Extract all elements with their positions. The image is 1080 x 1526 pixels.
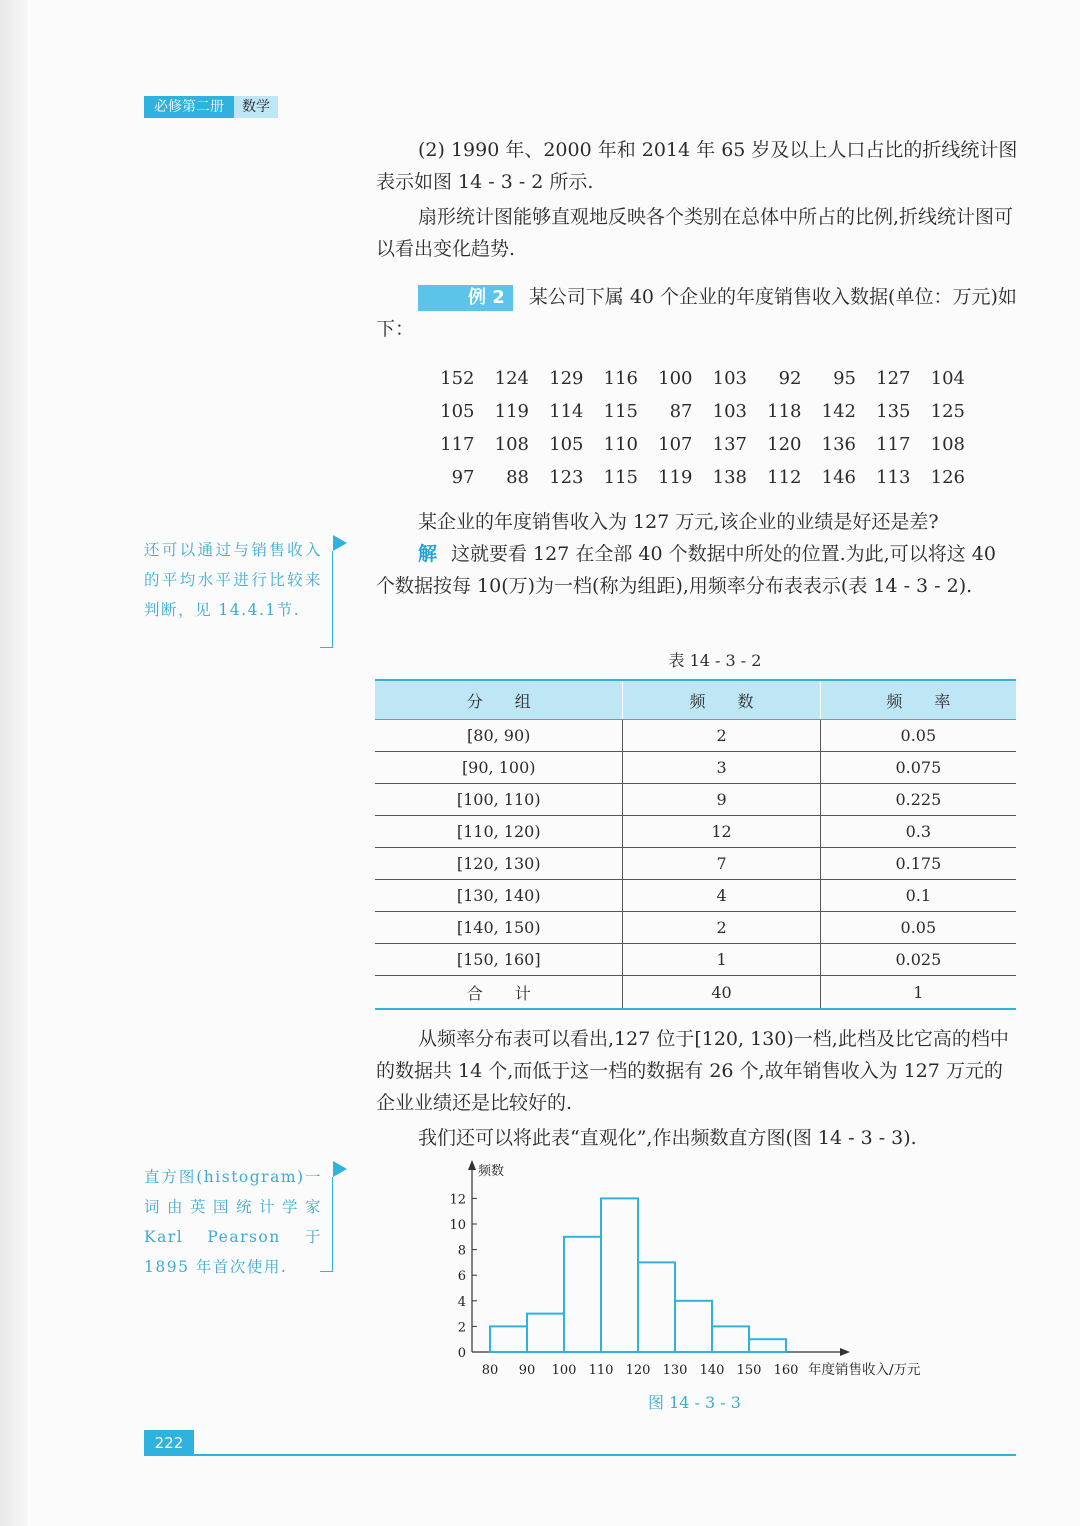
table-cell: 0.075 [820, 752, 1016, 784]
frequency-histogram [420, 1158, 960, 1388]
data-grid-cell: 107 [658, 434, 693, 455]
table-row [375, 752, 1016, 784]
note-arrow-icon [333, 535, 347, 551]
data-grid-cell: 119 [494, 401, 529, 422]
data-grid-cell: 126 [930, 467, 965, 488]
figure-caption: 图 14 - 3 - 3 [648, 1393, 741, 1412]
solution-paragraph [376, 538, 1018, 602]
data-grid-cell: 120 [767, 434, 802, 455]
data-grid-cell: 117 [876, 434, 911, 455]
data-grid-cell: 105 [549, 434, 584, 455]
y-tick-label: 10 [449, 1218, 466, 1233]
x-axis-arrow-icon [840, 1348, 850, 1356]
histogram-bar [601, 1198, 638, 1352]
x-tick-label: 100 [551, 1363, 577, 1378]
data-grid-cell: 115 [603, 467, 638, 488]
table-cell: 0.1 [820, 880, 1016, 912]
subject-label: 数学 [234, 96, 278, 118]
table-row [375, 944, 1016, 976]
table-header-cell: 分 组 [375, 680, 623, 720]
data-grid-cell: 116 [603, 368, 638, 389]
solution-label: 解 [418, 543, 438, 565]
data-grid-cell: 114 [549, 401, 584, 422]
y-tick-label: 0 [457, 1346, 466, 1361]
note-arrow-icon [333, 1161, 347, 1177]
y-axis-label: 频数 [478, 1164, 505, 1179]
table-cell: 0.225 [820, 784, 1016, 816]
data-grid-cell: 115 [603, 401, 638, 422]
table-cell: 40 [623, 976, 820, 1010]
example-paragraph [376, 281, 1018, 345]
book-spine-shadow [0, 0, 28, 1526]
table-cell: 2 [623, 720, 820, 752]
table-cell: 合 计 [375, 976, 623, 1010]
table-cell: [100, 110) [375, 784, 623, 816]
data-grid-cell: 142 [821, 401, 856, 422]
sales-data-grid [420, 362, 965, 494]
example-badge: 例 2 [418, 285, 513, 311]
table-header-cell: 频 数 [623, 680, 820, 720]
y-tick-label: 6 [457, 1269, 466, 1285]
x-tick-label: 130 [662, 1363, 688, 1378]
table-cell: [120, 130) [375, 848, 623, 880]
data-grid-cell: 112 [767, 467, 802, 488]
table-row [375, 784, 1016, 816]
x-tick-label: 150 [736, 1363, 762, 1378]
y-axis-arrow-icon [468, 1160, 476, 1170]
running-header [144, 96, 278, 118]
data-grid-cell: 110 [603, 434, 638, 455]
question-paragraph: 某企业的年度销售收入为 127 万元,该企业的业绩是好还是差? [418, 511, 939, 533]
data-grid-row [420, 362, 965, 395]
x-tick-label: 140 [699, 1363, 725, 1378]
table-row [375, 912, 1016, 944]
table-cell: 1 [820, 976, 1016, 1010]
x-tick-label: 110 [588, 1363, 614, 1378]
data-grid-cell: 87 [669, 401, 693, 422]
data-grid-cell: 119 [658, 467, 693, 488]
data-grid-cell: 146 [821, 467, 856, 488]
table-cell: 4 [623, 880, 820, 912]
table-cell: 1 [623, 944, 820, 976]
table-row [375, 848, 1016, 880]
data-grid-cell: 92 [778, 368, 802, 389]
data-grid-cell: 104 [930, 368, 965, 389]
data-grid-cell: 118 [767, 401, 802, 422]
data-grid-cell: 129 [549, 368, 584, 389]
side-note-average: 还可以通过与销售收入的平均水平进行比较来判断，见 14.4.1节. [144, 541, 322, 619]
table-cell: 3 [623, 752, 820, 784]
table-cell: 9 [623, 784, 820, 816]
table-cell: [130, 140) [375, 880, 623, 912]
histogram-bar [638, 1262, 675, 1352]
data-grid-cell: 123 [549, 467, 584, 488]
data-grid-cell: 108 [930, 434, 965, 455]
data-grid-cell: 95 [833, 368, 856, 389]
data-grid-cell: 135 [876, 401, 911, 422]
table-total-row [375, 976, 1016, 1010]
analysis-paragraph: 从频率分布表可以看出,127 位于[120, 130)一档,此档及比它高的档中的数据共 14 个,而低于这一档的数据有 26 个,故年销售收入为 127 万元的企业业绩还是比较好的. [376, 1028, 1009, 1114]
histogram-bar [564, 1237, 601, 1352]
footer-rule [194, 1454, 1016, 1456]
table-cell: 12 [623, 816, 820, 848]
x-tick-label: 80 [481, 1363, 499, 1378]
frequency-table [375, 679, 1016, 1010]
note-bracket [320, 551, 333, 648]
solution-text: 这就要看 127 在全部 40 个数据中所处的位置.为此,可以将这 40 个数据按每 10(万)为一档(称为组距),用频率分布表表示(表 14 - 3 - 2). [376, 543, 996, 597]
data-grid-cell: 124 [494, 368, 529, 389]
histogram-intro-paragraph: 我们还可以将此表“直观化”,作出频数直方图(图 14 - 3 - 3). [418, 1127, 917, 1149]
x-tick-label: 120 [625, 1363, 651, 1378]
data-grid-row [420, 395, 965, 428]
page-number: 222 [144, 1430, 194, 1456]
table-row [375, 720, 1016, 752]
y-tick-label: 8 [457, 1243, 466, 1259]
data-grid-cell: 137 [712, 434, 747, 455]
data-grid-cell: 138 [712, 467, 747, 488]
x-tick-label: 90 [518, 1363, 536, 1378]
data-grid-row [420, 461, 965, 494]
table-cell: 0.025 [820, 944, 1016, 976]
data-grid-cell: 105 [440, 401, 475, 422]
data-grid-row [420, 428, 965, 461]
note-bracket [320, 1177, 333, 1272]
table-cell: 0.3 [820, 816, 1016, 848]
table-cell: 0.05 [820, 720, 1016, 752]
data-grid-cell: 117 [440, 434, 475, 455]
data-grid-cell: 113 [876, 467, 911, 488]
histogram-bar [675, 1301, 712, 1352]
table-cell: [90, 100) [375, 752, 623, 784]
table-cell: 2 [623, 912, 820, 944]
y-tick-label: 4 [457, 1294, 466, 1310]
table-cell: 0.175 [820, 848, 1016, 880]
x-tick-label: 160 [773, 1363, 799, 1378]
table-row [375, 880, 1016, 912]
data-grid-cell: 125 [930, 401, 965, 422]
histogram-bar [527, 1314, 564, 1352]
table-header-cell: 频 率 [820, 680, 1016, 720]
table-cell: [140, 150) [375, 912, 623, 944]
side-note-histogram: 直方图(histogram)一词由英国统计学家 Karl Pearson 于 1895 年首次使用. [144, 1168, 322, 1276]
example-text: 某公司下属 40 个企业的年度销售收入数据(单位：万元)如下： [376, 286, 1017, 340]
table-cell: 7 [623, 848, 820, 880]
y-tick-label: 12 [449, 1192, 466, 1208]
data-grid-cell: 108 [494, 434, 529, 455]
table-caption: 表 14 - 3 - 2 [668, 651, 762, 670]
histogram-bar [749, 1339, 786, 1352]
table-row [375, 816, 1016, 848]
histogram-bar [712, 1326, 749, 1352]
table-cell: 0.05 [820, 912, 1016, 944]
data-grid-cell: 97 [451, 467, 475, 488]
data-grid-cell: 127 [876, 368, 911, 389]
data-grid-cell: 103 [712, 401, 747, 422]
data-grid-cell: 136 [821, 434, 856, 455]
book-label: 必修第二册 [144, 96, 234, 118]
table-cell: [80, 90) [375, 720, 623, 752]
table-cell: [110, 120) [375, 816, 623, 848]
data-grid-cell: 103 [712, 368, 747, 389]
y-tick-label: 2 [457, 1320, 466, 1336]
x-axis-label: 年度销售收入/万元 [808, 1362, 921, 1378]
data-grid-cell: 152 [440, 368, 475, 389]
paragraph-line-chart: (2) 1990 年、2000 年和 2014 年 65 岁及以上人口占比的折线统计图表示如图 14 - 3 - 2 所示. [376, 139, 1018, 193]
data-grid-cell: 100 [658, 368, 693, 389]
histogram-bar [490, 1326, 527, 1352]
table-cell: [150, 160] [375, 944, 623, 976]
paragraph-pie-chart-summary: 扇形统计图能够直观地反映各个类别在总体中所占的比例,折线统计图可以看出变化趋势. [376, 206, 1014, 260]
data-grid-cell: 88 [506, 467, 529, 488]
